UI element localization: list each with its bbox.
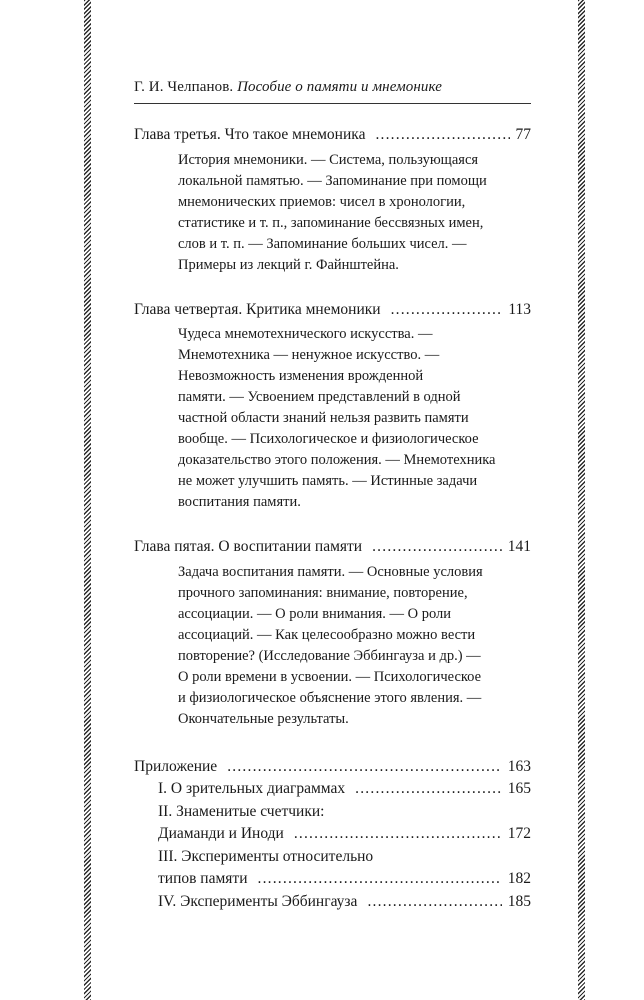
toc-entry-appendix-2-line1: II. Знаменитые счетчики: (158, 802, 325, 820)
toc-entry-title: Диаманди и Иноди (158, 825, 284, 842)
summary-line: ассоциации. — О роли внимания. — О роли (178, 605, 452, 622)
summary-line: частной области знаний нельзя развить памяти (178, 410, 469, 426)
summary-line: О роли времени в усвоении. — Психологическое (178, 668, 482, 685)
toc-entry-appendix-3-line1: III. Эксперименты относительно (158, 847, 374, 865)
summary-line: не может улучшить память. — Истинные задачи (178, 473, 478, 489)
toc-entry-title: типов памяти (158, 870, 248, 887)
table-of-contents (134, 124, 531, 913)
toc-entry-title: Глава третья. Что такое мнемоника (134, 126, 366, 143)
toc-entry-title: IV. Эксперименты Эббингауза (158, 892, 358, 910)
summary-line: вообще. — Психологическое и физиологическое (178, 431, 479, 447)
summary-line: повторение? (Исследование Эббингауза и др.) — (178, 647, 481, 664)
chapter-4-section (134, 299, 531, 514)
summary-line: мнемонических приемов: чисел в хронологии, (178, 193, 466, 210)
header-rule (134, 103, 531, 104)
toc-entry-page: 163 (507, 757, 531, 775)
chapter-5-summary (178, 562, 531, 730)
dot-leader (391, 299, 503, 322)
toc-entry-title: Приложение (134, 757, 218, 775)
running-head-title: Пособие о памяти и мнемонике (237, 79, 443, 95)
toc-entry-page: 113 (508, 300, 531, 318)
summary-line: Окончательные результаты. (178, 710, 349, 727)
summary-line: воспитания памяти. (178, 494, 301, 510)
summary-line: и физиологическое объяснение этого явления. — (178, 689, 482, 706)
dot-leader (372, 536, 502, 559)
running-head (134, 77, 442, 97)
toc-entry-chapter-3 (134, 124, 531, 147)
dot-leader (375, 124, 509, 147)
toc-entry-page: 141 (507, 538, 531, 555)
dot-leader (355, 778, 502, 801)
summary-line: памяти. — Усвоением представлений в одной (178, 389, 461, 405)
toc-entry-appendix-1 (134, 778, 531, 801)
summary-line: Мнемотехника — ненужное искусство. — (178, 347, 440, 363)
dot-leader (258, 868, 502, 891)
chapter-3-summary (178, 150, 531, 276)
toc-entry-appendix-3 (134, 868, 531, 891)
chapter-4-summary (178, 324, 531, 513)
appendix-section (134, 756, 531, 914)
toc-entry-appendix-4 (134, 891, 531, 914)
summary-line: Невозможность изменения врожденной (178, 368, 424, 384)
toc-entry-title: Глава пятая. О воспитании памяти (134, 538, 363, 555)
dot-leader (294, 823, 502, 846)
toc-entry-page: 172 (507, 825, 531, 842)
dot-leader (227, 756, 502, 779)
summary-line: Чудеса мнемотехнического искусства. — (178, 326, 433, 342)
toc-entry-title: Глава четвертая. Критика мнемоники (134, 300, 381, 318)
decorative-border-right (578, 0, 585, 1000)
toc-entry-chapter-4 (134, 299, 531, 322)
toc-entry-page: 165 (507, 780, 531, 797)
summary-line: доказательство этого положения. — Мнемотехника (178, 452, 496, 468)
chapter-5-section (134, 536, 531, 730)
running-head-author: Г. И. Челпанов. (134, 79, 234, 95)
dot-leader (367, 891, 501, 914)
decorative-border-left (84, 0, 91, 1000)
toc-entry-chapter-5 (134, 536, 531, 559)
summary-line: История мнемоники. — Система, пользующаяся (178, 151, 479, 168)
toc-entry-page: 185 (507, 892, 531, 910)
toc-entry-appendix-2 (134, 823, 531, 846)
summary-line: локальной памятью. — Запоминание при помощи (178, 172, 487, 189)
toc-entry-page: 77 (515, 126, 531, 143)
summary-line: статистике и т. п., запоминание бессвязных имен, (178, 214, 484, 231)
summary-line: Примеры из лекций г. Файнштейна. (178, 256, 399, 273)
summary-line: слов и т. п. — Запоминание больших чисел. — (178, 235, 467, 252)
summary-line: Задача воспитания памяти. — Основные условия (178, 563, 483, 580)
toc-entry-appendix (134, 756, 531, 779)
toc-entry-title: I. О зрительных диаграммах (158, 780, 346, 797)
chapter-3-section (134, 124, 531, 276)
summary-line: ассоциаций. — Как целесообразно можно вести (178, 626, 476, 643)
toc-entry-page: 182 (507, 870, 531, 887)
summary-line: прочного запоминания: внимание, повторение, (178, 584, 468, 601)
